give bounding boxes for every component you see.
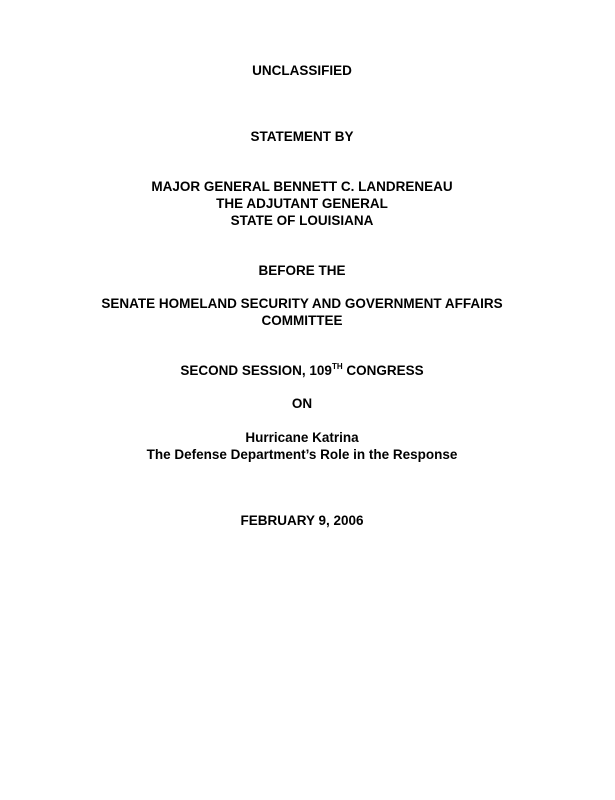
witness-title: THE ADJUTANT GENERAL: [216, 196, 388, 211]
witness-state: STATE OF LOUISIANA: [230, 213, 374, 228]
session-prefix: SECOND SESSION, 109: [180, 363, 332, 378]
witness-name: MAJOR GENERAL BENNETT C. LANDRENEAU: [151, 179, 453, 194]
classification-label: UNCLASSIFIED: [252, 63, 352, 78]
topic-line-2: The Defense Department’s Role in the Response: [146, 447, 458, 462]
committee-line-1: SENATE HOMELAND SECURITY AND GOVERNMENT AFFAIRS: [101, 296, 503, 311]
statement-heading: STATEMENT BY: [250, 129, 354, 144]
before-label: BEFORE THE: [258, 263, 346, 278]
topic-line-1: Hurricane Katrina: [245, 430, 359, 445]
session-superscript: TH: [331, 361, 343, 371]
session-line: [0, 362, 604, 379]
committee-line-2: COMMITTEE: [261, 313, 343, 328]
hearing-date: FEBRUARY 9, 2006: [240, 513, 364, 528]
on-label: ON: [291, 396, 313, 411]
session-suffix: CONGRESS: [342, 363, 424, 378]
